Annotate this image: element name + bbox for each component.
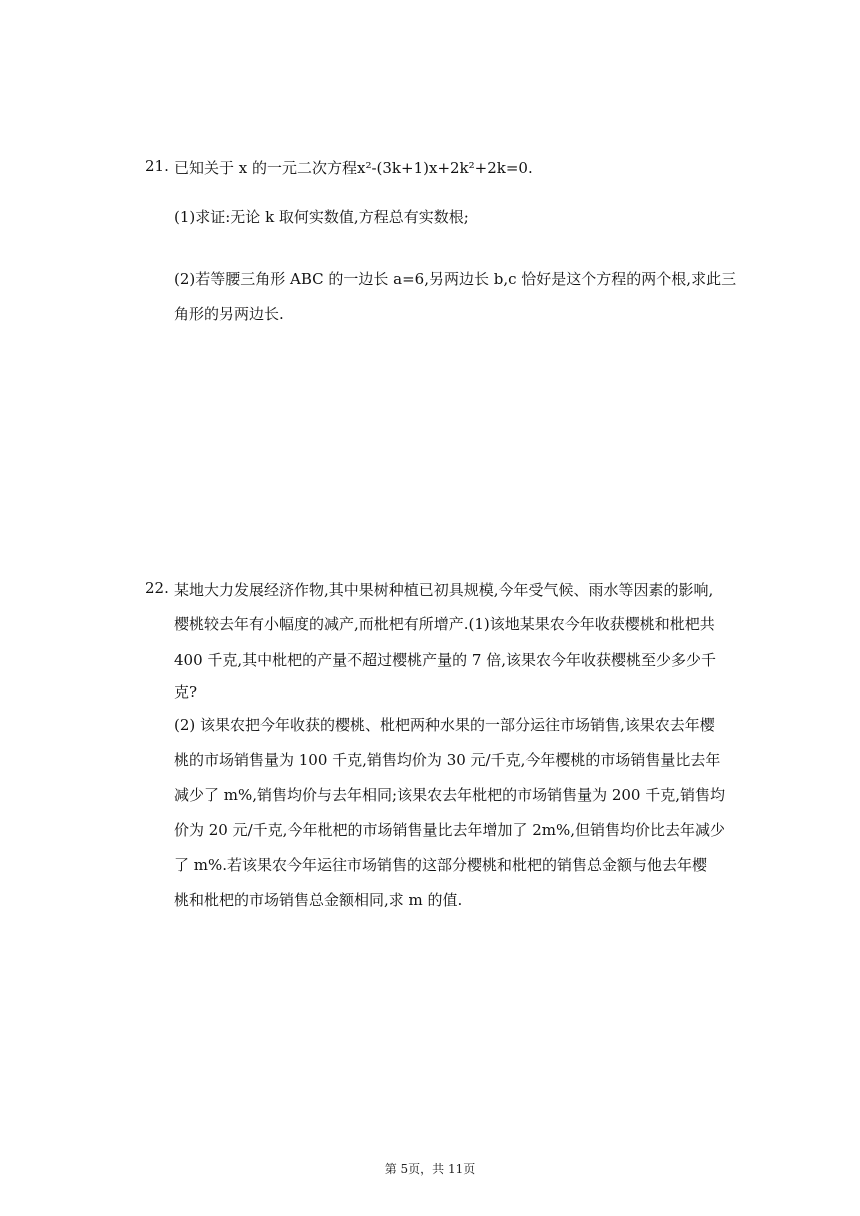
question-text-line: 克?: [174, 683, 198, 701]
page-footer: 第 5页，共 11页: [384, 1162, 476, 1176]
question-text-line: 桃的市场销售量为 100 千克,销售均价为 30 元/千克,今年樱桃的市场销售量比去年: [174, 751, 721, 769]
question-text-line: 减少了 m%,销售均价与去年相同;该果农去年枇杷的市场销售量为 200 千克,销售均: [174, 786, 726, 804]
question-text-line: 了 m%.若该果农今年运往市场销售的这部分樱桃和枇杷的销售总金额与他去年樱: [174, 856, 708, 874]
question-stem: 已知关于 x 的一元二次方程x²-(3k+1)x+2k²+2k=0.: [174, 159, 533, 177]
question-number: 22.: [145, 579, 169, 597]
question-number: 21.: [145, 157, 169, 175]
question-text-line: (2) 该果农把今年收获的樱桃、枇杷两种水果的一部分运往市场销售,该果农去年樱: [174, 716, 715, 734]
question-text-line: 桃和枇杷的市场销售总金额相同,求 m 的值.: [174, 891, 463, 909]
question-part-2-line-1: (2)若等腰三角形 ABC 的一边长 a=6,另两边长 b,c 恰好是这个方程的两个根,求此三: [174, 270, 737, 288]
question-text-line: 400 千克,其中枇杷的产量不超过樱桃产量的 7 倍,该果农今年收获樱桃至少多少千: [174, 651, 717, 669]
question-text-line: 樱桃较去年有小幅度的减产,而枇杷有所增产.(1)该地某果农今年收获樱桃和枇杷共: [174, 615, 715, 633]
question-text-line: 某地大力发展经济作物,其中果树种植已初具规模,今年受气候、雨水等因素的影响,: [174, 581, 714, 599]
question-part-1: (1)求证:无论 k 取何实数值,方程总有实数根;: [174, 208, 469, 226]
question-part-2-line-2: 角形的另两边长.: [174, 305, 284, 323]
question-text-line: 价为 20 元/千克,今年枇杷的市场销售量比去年增加了 2m%,但销售均价比去年减少: [174, 821, 726, 839]
